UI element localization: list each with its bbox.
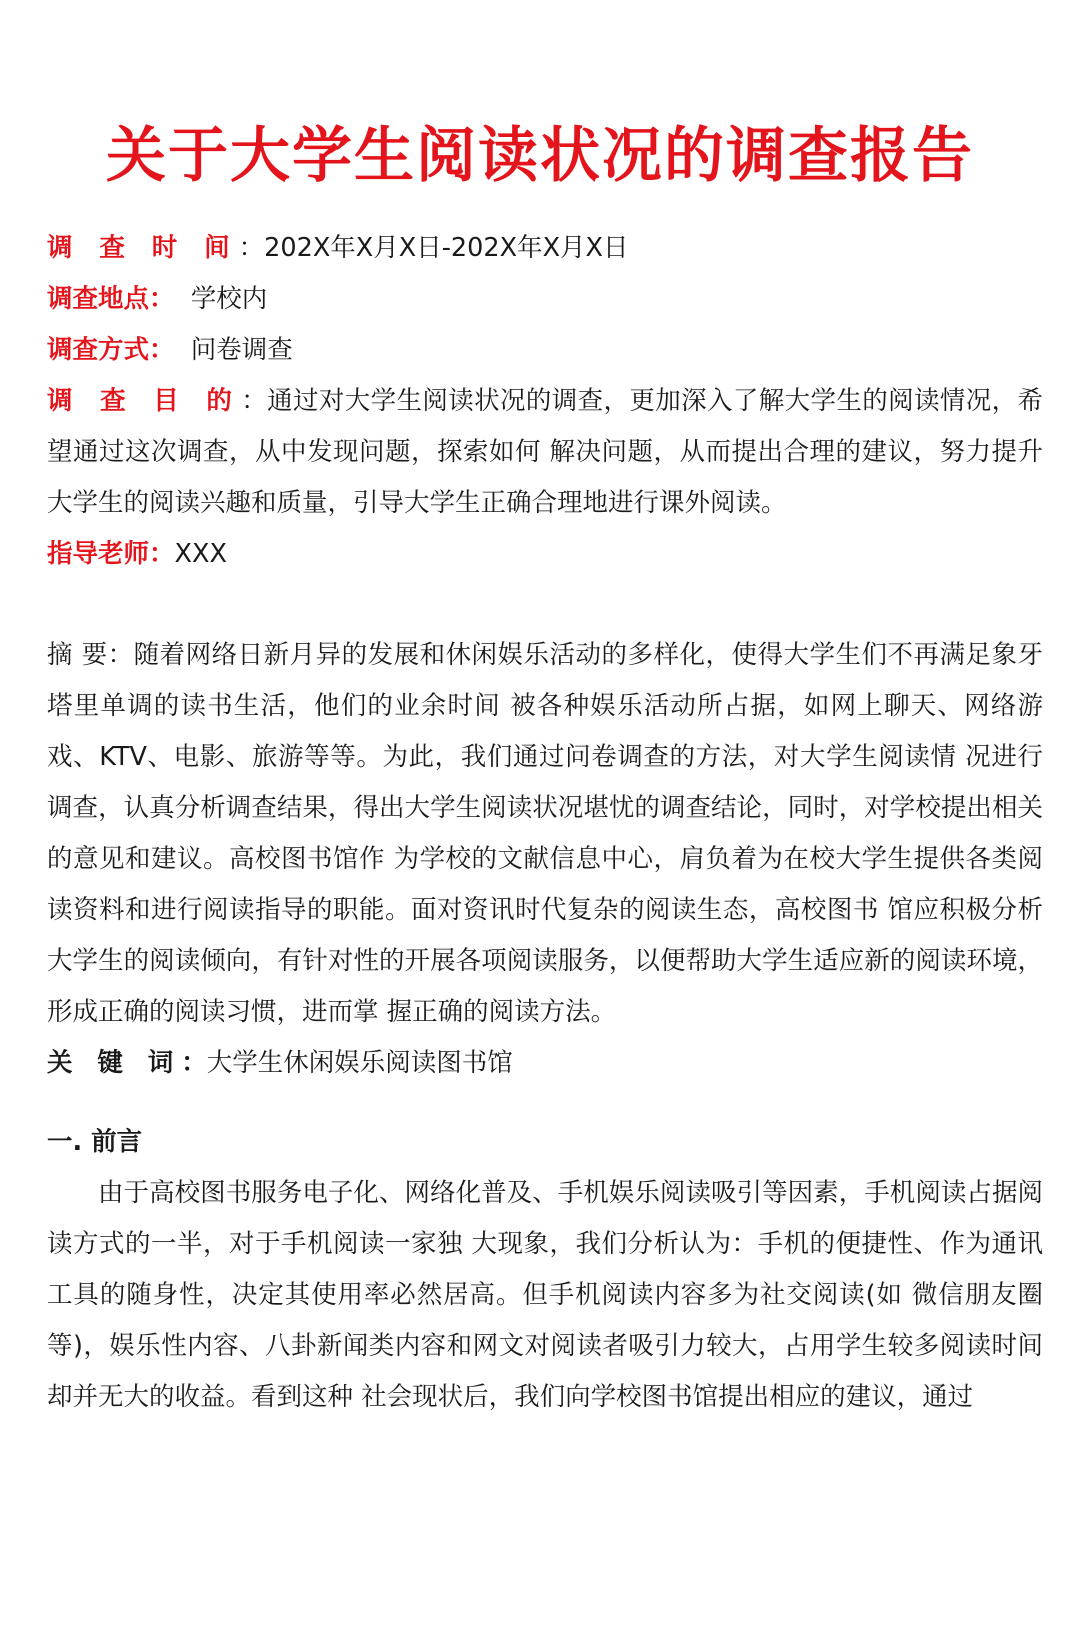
- survey-purpose-value: 通过对大学生阅读状况的调查，更加深入了解大学生的阅读情况，希望通过这次调查，从中发现问题，探索如何 解决问题，从而提出合理的建议，努力提升大学生的阅读兴趣和质量，引导大学生正确合理地进行课外阅读。: [47, 386, 1043, 518]
- survey-method-label: 调查方式: [47, 335, 150, 365]
- survey-purpose-separator: ：: [241, 386, 268, 416]
- document-body: [47, 223, 1043, 1423]
- survey-purpose-label: 调 查 目 的: [47, 386, 242, 416]
- keywords-row: [47, 1038, 1043, 1089]
- section-heading: 一. 前言: [47, 1127, 143, 1157]
- keywords-value: 大学生休闲娱乐阅读图书馆: [206, 1048, 513, 1078]
- section-heading-row: [47, 1117, 1043, 1168]
- survey-place-row: [47, 274, 1043, 325]
- survey-place-value: 学校内: [190, 284, 268, 314]
- advisor-row: [47, 529, 1043, 580]
- survey-time-value: 202X年X月X日-202X年X月X日: [264, 233, 629, 263]
- abstract-text: 随着网络日新月异的发展和休闲娱乐活动的多样化，使得大学生们不再满足象牙塔里单调的读书生活，他们的业余时间 被各种娱乐活动所占据，如网上聊天、网络游戏、KTV、电影、旅游等等。为此，我们通过问卷调查的方法，对大学生阅读情 况进行调查，认真分析调查结果，得出大学生阅读状况堪忧的调查结论，同时，对学校提出相关的意见和建议。高校图书馆作 为学校的文献信息中心，肩负着为在校大学生提供各类阅读资料和进行阅读指导的职能。面对资讯时代复杂的阅读生态，高校图书 馆应积极分析大学生的阅读倾向，有针对性的开展各项阅读服务，以便帮助大学生适应新的阅读环境，形成正确的阅读习惯，进而掌 握正确的阅读方法。: [47, 640, 1043, 1027]
- survey-method-row: [47, 325, 1043, 376]
- survey-time-separator: ：: [238, 233, 265, 263]
- keywords-label: 关 键 词: [47, 1048, 182, 1078]
- abstract-paragraph: [47, 630, 1043, 1038]
- abstract-separator: ：: [107, 640, 134, 670]
- survey-method-value: 问卷调查: [190, 335, 293, 365]
- survey-method-separator: ：: [149, 335, 175, 365]
- keywords-separator: ：: [181, 1048, 207, 1078]
- survey-place-separator: ：: [149, 284, 175, 314]
- abstract-label: 摘 要: [47, 640, 108, 670]
- spacer: [47, 580, 1043, 630]
- spacer: [47, 1089, 1043, 1117]
- survey-time-row: [47, 223, 1043, 274]
- advisor-separator: ：: [149, 539, 175, 569]
- survey-place-label: 调查地点: [47, 284, 150, 314]
- document-title: 关于大学生阅读状况的调查报告: [106, 121, 974, 191]
- survey-purpose-row: [47, 376, 1043, 529]
- section-paragraph: 由于高校图书服务电子化、网络化普及、手机娱乐阅读吸引等因素，手机阅读占据阅读方式的一半，对于手机阅读一家独 大现象，我们分析认为：手机的便捷性、作为通讯工具的随身性，决定其使用率必然居高。但手机阅读内容多为社交阅读(如 微信朋友圈等)，娱乐性内容、八卦新闻类内容和网文对阅读者吸引力较大，占用学生较多阅读时间却并无大的收益。看到这种 社会现状后，我们向学校图书馆提出相应的建议，通过: [47, 1178, 1043, 1412]
- survey-time-label: 调 查 时 间: [47, 233, 239, 263]
- advisor-label: 指导老师: [47, 539, 150, 569]
- advisor-value: XXX: [174, 539, 227, 569]
